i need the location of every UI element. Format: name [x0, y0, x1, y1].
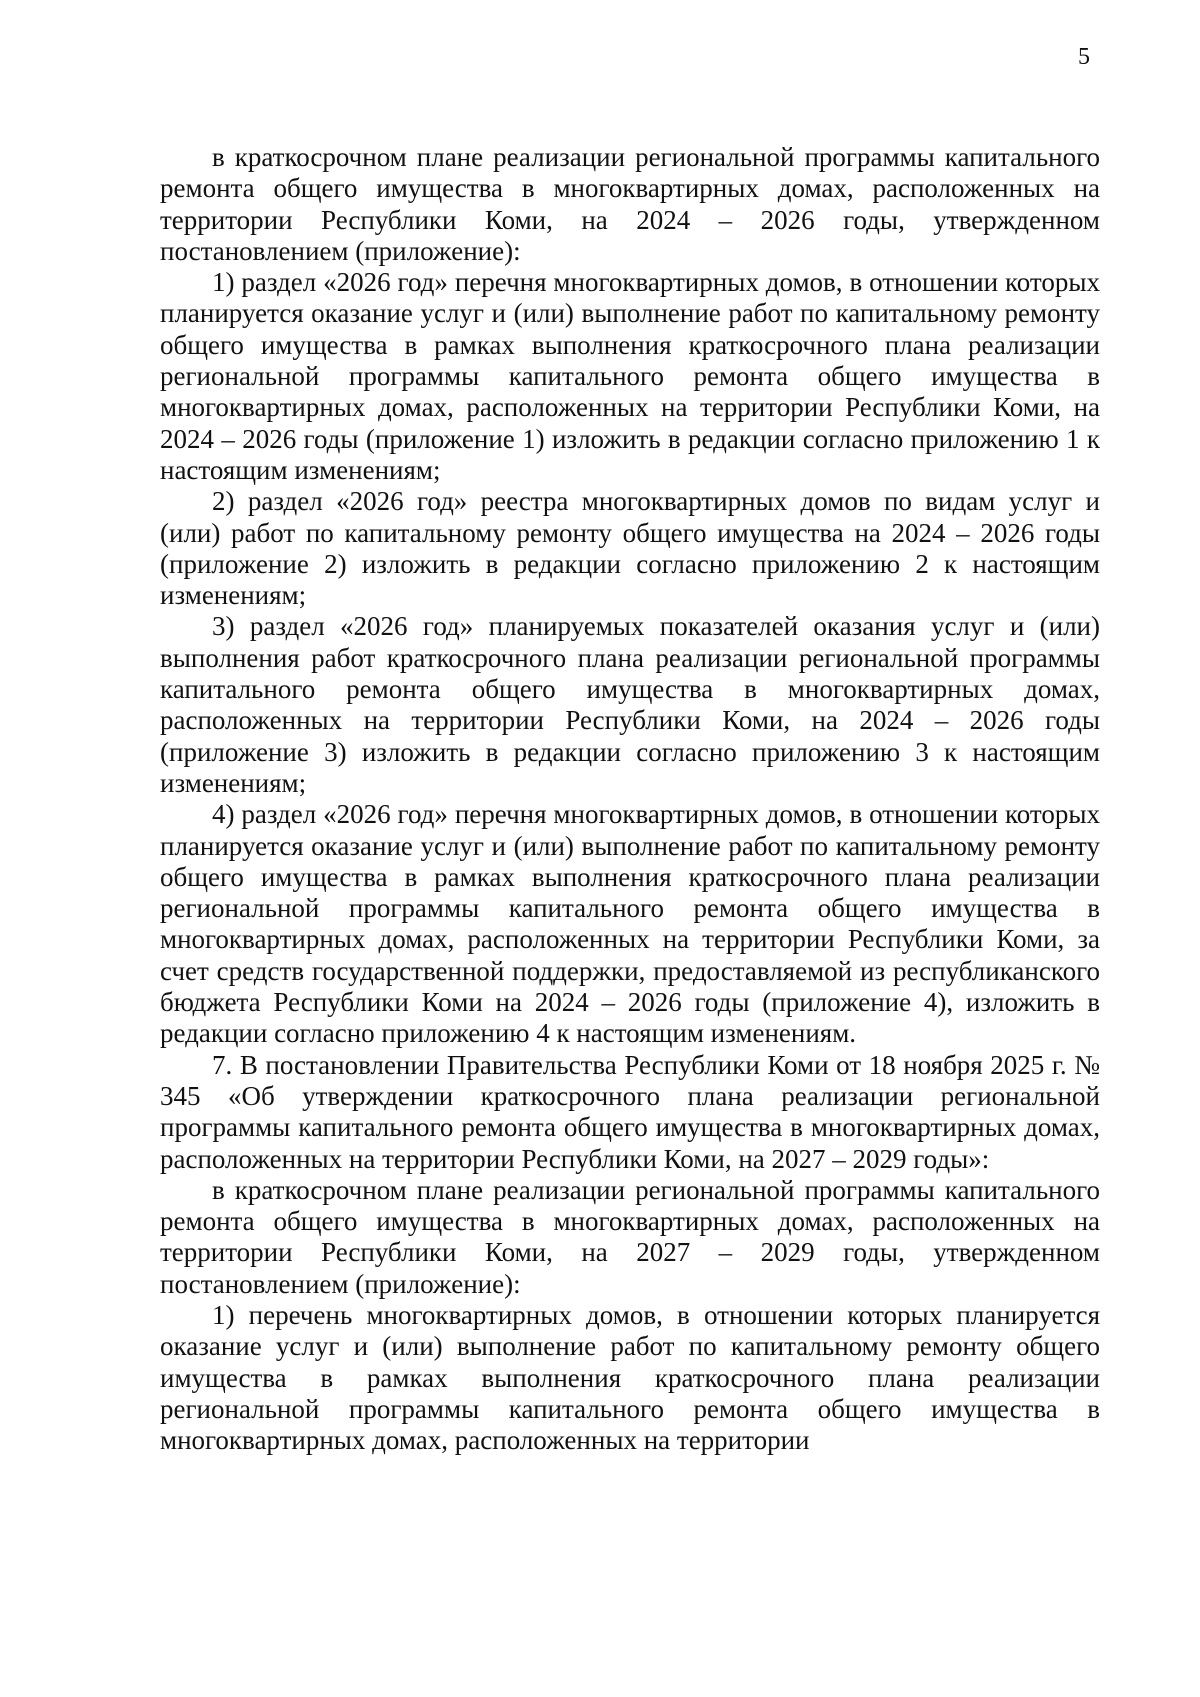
- paragraph-item-2-registry: 2) раздел «2026 год» реестра многоквартирных домов по видам услуг и (или) работ по капитальному ремонту общего имущества на 2024 – 2026 годы (приложение 2) изложить в редакции согласно приложению 2 к настоящим изменениям;: [160, 486, 1100, 611]
- page-number: 5: [1078, 44, 1090, 70]
- paragraph-item-1-list-2027-2029: 1) перечень многоквартирных домов, в отношении которых планируется оказание услуг и (или) выполнение работ по капитальному ремонту общего имущества в рамках выполнения краткосрочного плана реализации региональной программы капитального ремонта общего имущества в многоквартирных домах, расположенных на территории: [160, 1299, 1100, 1456]
- paragraph-section-7-resolution: 7. В постановлении Правительства Республики Коми от 18 ноября 2025 г. № 345 «Об утверждении краткосрочного плана реализации региональной программы капитального ремонта общего имущества в многоквартирных домах, расположенных на территории Республики Коми, на 2027 – 2029 годы»:: [160, 1049, 1100, 1174]
- paragraph-plan-2027-2029-intro: в краткосрочном плане реализации региональной программы капитального ремонта общего имущества в многоквартирных домах, расположенных на территории Республики Коми, на 2027 – 2029 годы, утвержденном постановлением (приложение):: [160, 1174, 1100, 1299]
- paragraph-item-3-planned-indicators: 3) раздел «2026 год» планируемых показателей оказания услуг и (или) выполнения работ краткосрочного плана реализации региональной программы капитального ремонта общего имущества в многоквартирных домах, расположенных на территории Республики Коми, на 2024 – 2026 годы (приложение 3) изложить в редакции согласно приложению 3 к настоящим изменениям;: [160, 611, 1100, 798]
- paragraph-item-1-list-of-buildings: 1) раздел «2026 год» перечня многоквартирных домов, в отношении которых планируется оказание услуг и (или) выполнение работ по капитальному ремонту общего имущества в рамках выполнения краткосрочного плана реализации региональной программы капитального ремонта общего имущества в многоквартирных домах, расположенных на территории Республики Коми, на 2024 – 2026 годы (приложение 1) изложить в редакции согласно приложению 1 к настоящим изменениям;: [160, 267, 1100, 485]
- paragraph-item-4-state-support: 4) раздел «2026 год» перечня многоквартирных домов, в отношении которых планируется оказание услуг и (или) выполнение работ по капитальному ремонту общего имущества в рамках выполнения краткосрочного плана реализации региональной программы капитального ремонта общего имущества в многоквартирных домах, расположенных на территории Республики Коми, за счет средств государственной поддержки, предоставляемой из республиканского бюджета Республики Коми на 2024 – 2026 годы (приложение 4), изложить в редакции согласно приложению 4 к настоящим изменениям.: [160, 799, 1100, 1049]
- paragraph-plan-2024-2026-intro: в краткосрочном плане реализации региональной программы капитального ремонта общего имущества в многоквартирных домах, расположенных на территории Республики Коми, на 2024 – 2026 годы, утвержденном постановлением (приложение):: [160, 142, 1100, 266]
- document-body: [160, 142, 1100, 1456]
